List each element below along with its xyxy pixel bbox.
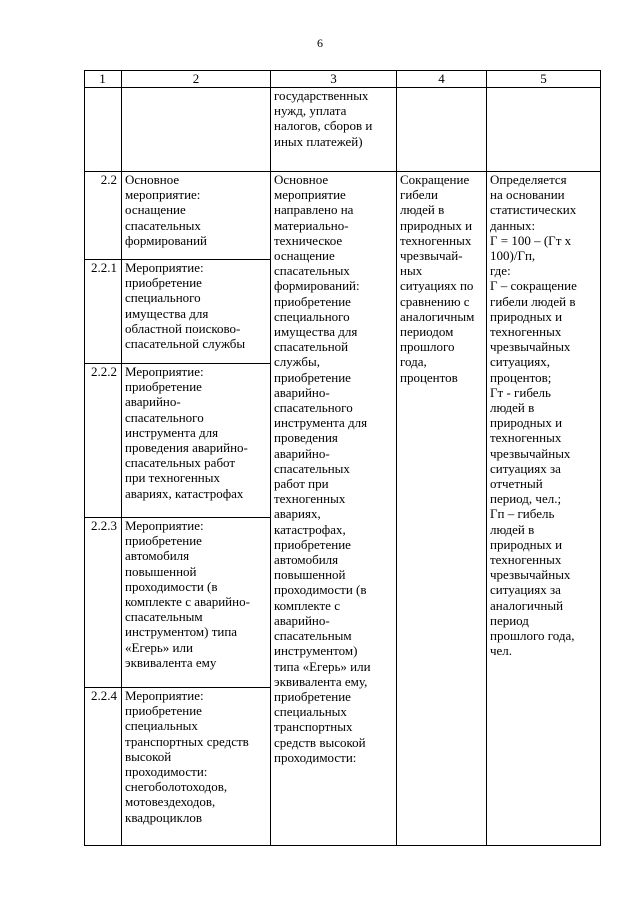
header-col-1: 1 [85,71,122,88]
continuation-purpose-cell: государственных нужд, уплата налогов, сборов и иных платежей) [271,88,397,172]
purpose-cell: Основное мероприятие направлено на материально- техническое оснащение спасательных формирований: приобретение специального имущества для спасательной службы, приобретение аварийно- спасательного инструмента для проведения аварийно- спасательных работ при техногенных авариях, катастрофах, приобретение автомобиля повышенной проходимости (в комплекте с аварийно- спасательным инструментом) типа «Егерь» или эквивалента ему, приобретение специальных транспортных средств высокой проходимости: [271,172,397,846]
header-col-2: 2 [122,71,271,88]
header-col-5: 5 [487,71,601,88]
table-header-row [85,71,601,88]
continuation-num-cell [85,88,122,172]
row-name: Мероприятие: приобретение аварийно- спасательного инструмента для проведения аварийно- спасательных работ при техногенных авариях, катастрофах [122,364,271,518]
row-number: 2.2.4 [85,688,122,846]
calculation-cell: Определяется на основании статистических данных: Г = 100 – (Гт х 100)/Гп, где: Г – сокращение гибели людей в природных и техногенных чрезвычайных ситуациях, процентов; Гт - гибель людей в природных и техногенных чрезвычайных ситуациях за отчетный период, чел.; Гп – гибель людей в природных и техногенных чрезвычайных ситуациях за аналогичный период прошлого года, чел. [487,172,601,846]
header-col-4: 4 [397,71,487,88]
row-name: Мероприятие: приобретение автомобиля повышенной проходимости (в комплекте с аварийно- спасательным инструментом) типа «Егерь» или эквивалента ему [122,518,271,688]
row-name: Основное мероприятие: оснащение спасательных формирований [122,172,271,260]
row-number: 2.2.2 [85,364,122,518]
continuation-name-cell [122,88,271,172]
continuation-calc-cell [487,88,601,172]
row-number: 2.2.1 [85,260,122,364]
page-number: 6 [317,36,323,50]
table-row [85,172,601,260]
continuation-row [85,88,601,172]
program-table [84,70,601,846]
row-number: 2.2 [85,172,122,260]
continuation-indicator-cell [397,88,487,172]
row-name: Мероприятие: приобретение специальных транспортных средств высокой проходимости: снегоболотоходов, мотовездеходов, квадроциклов [122,688,271,846]
indicator-cell: Сокращение гибели людей в природных и техногенных чрезвычай- ных ситуациях по сравнению с аналогичным периодом прошлого года, процентов [397,172,487,846]
row-name: Мероприятие: приобретение специального имущества для областной поисково- спасательной службы [122,260,271,364]
header-col-3: 3 [271,71,397,88]
row-number: 2.2.3 [85,518,122,688]
